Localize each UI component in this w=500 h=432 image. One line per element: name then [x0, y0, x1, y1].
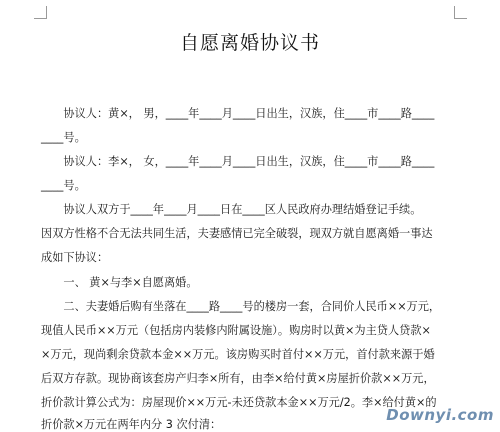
site-watermark: Downyi.com: [386, 406, 494, 424]
paragraph-line: 折价款计算公式为：房屋现价××万元-未还贷款本金××万元/2。李×给付黄×的: [41, 396, 437, 409]
paragraph-line: ____号。: [41, 179, 86, 192]
page-corner-mark-right: [454, 6, 467, 19]
paragraph-line: 协议人：李×， 女，____年____月____日出生，汉族，住____市____路____: [41, 155, 435, 168]
paragraph-line: 折价款×万元在两年内分 3 次付清：: [41, 418, 222, 431]
paragraph-line: 一、 黄×与李×自愿离婚。: [41, 276, 198, 289]
page-corner-mark-left: [34, 6, 47, 19]
paragraph-line: 后双方存款。现协商该套房产归李×所有，由李×给付黄×房屋折价款××万元，: [41, 372, 435, 385]
paragraph-line: ×万元，现尚剩余贷款本金××万元。该房购买时首付××万元，首付款来源于婚: [41, 348, 435, 361]
paragraph-line: 因双方性格不合无法共同生活，夫妻感情已完全破裂，现双方就自愿离婚一事达: [41, 227, 433, 240]
paragraph-line: 二、夫妻婚后购有坐落在____路____号的楼房一套，合同价人民币××万元，: [41, 300, 441, 313]
paragraph-line: ____号。: [41, 131, 86, 144]
paragraph-line: 成如下协议：: [41, 251, 109, 264]
paragraph-line: 协议人：黄×， 男，____年____月____日出生，汉族，住____市____路____: [41, 107, 435, 120]
paragraph-line: 协议人双方于____年____月____日在____区人民政府办理结婚登记手续。: [41, 203, 422, 216]
paragraph-line: 现值人民币××万元（包括房内装修内附属设施）。购房时以黄×为主贷人贷款×: [41, 324, 431, 337]
document-title: 自愿离婚协议书: [179, 32, 320, 54]
